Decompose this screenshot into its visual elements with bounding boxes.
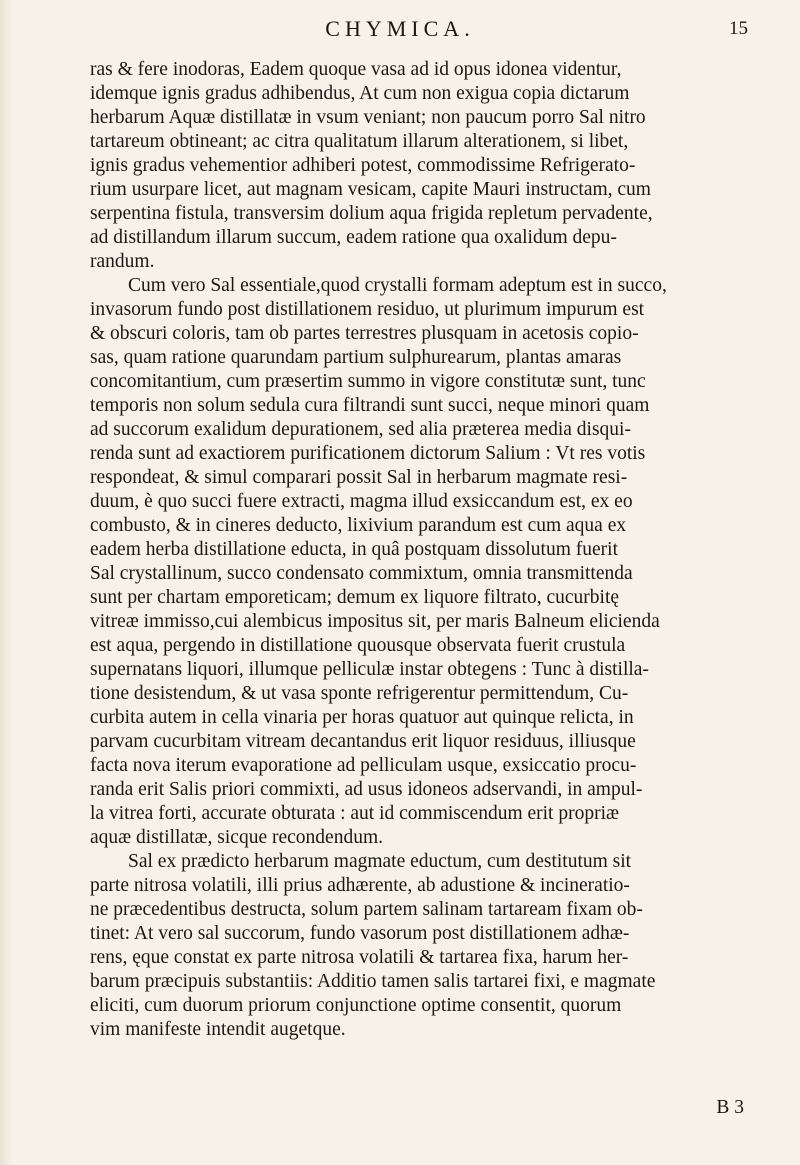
text-line: idemque ignis gradus adhibendus, At cum non exigua copia dictarum [90,83,630,104]
text-line: supernatans liquori, illumque pelliculæ instar obtegens : Tunc à distilla- [90,659,649,680]
text-line: facta nova iterum evaporatione ad pelliculam usque, exsiccatio procu- [90,755,637,776]
text-line: eliciti, cum duorum priorum conjunctione optime consentit, quorum [90,995,622,1016]
text-line: tione desistendum, & ut vasa sponte refrigerentur permittendum, Cu- [90,683,629,704]
text-line: aquæ distillatæ, sicque recondendum. [90,827,383,848]
text-line: parvam cucurbitam vitream decantandus erit liquor residuus, illiusque [90,731,636,752]
text-line: & obscuri coloris, tam ob partes terrestres plusquam in acetosis copio- [90,323,639,344]
text-line: respondeat, & simul comparari possit Sal in herbarum magmate resi- [90,467,628,488]
paragraph-start-line: Sal ex prædicto herbarum magmate eductum, cum destitutum sit [128,851,632,872]
text-line: curbita autem in cella vinaria per horas quatuor aut quinque relicta, in [90,707,634,728]
text-line: vim manifeste intendit augetque. [90,1019,346,1040]
text-line: randa erit Salis priori commixti, ad usus idoneos adservandi, in ampul- [90,779,643,800]
text-line: invasorum fundo post distillationem residuo, ut plurimum impurum est [90,299,645,320]
page-number: 15 [729,18,748,39]
text-line: tartareum obtineant; ac citra qualitatum illarum alterationem, si libet, [90,131,629,152]
text-line: serpentina fistula, transversim dolium aqua frigida repletum pervadente, [90,203,653,224]
text-line: temporis non solum sedula cura filtrandi sunt succi, neque minori quam [90,395,650,416]
text-line: randum. [90,251,155,272]
text-line: la vitrea forti, accurate obturata : aut id commiscendum erit propriæ [90,803,620,824]
page-header [0,8,800,48]
text-line: concomitantium, cum præsertim summo in vigore constitutæ sunt, tunc [90,371,646,392]
text-line: vitreæ immisso,cui alembicus impositus sit, per maris Balneum eliciendа [90,611,660,632]
paragraph-start-line: Cum vero Sal essentiale,quod crystalli formam adeptum est in succo, [128,275,667,296]
text-line: herbarum Aquæ distillatæ in vsum veniant; non paucum porro Sal nitro [90,107,646,128]
text-line: renda sunt ad exactiorem purificationem dictorum Salium : Vt res votis [90,443,646,464]
text-line: ad distillandum illarum succum, eadem ratione qua oxalidum depu- [90,227,617,248]
signature-mark: B 3 [716,1097,744,1118]
text-line: tinet: At vero sal succorum, fundo vasorum post distillationem adhæ- [90,923,630,944]
text-line: combusto, & in cineres deducto, lixivium parandum est cum aqua ex [90,515,627,536]
text-line: ras & fere inodoras, Eadem quoque vasa ad id opus idonea videntur, [90,59,622,80]
text-line: rens, ęque constat ex parte nitrosa volatili & tartarea fixa, harum her- [90,947,629,968]
text-line: est aqua, pergendo in distillatione quousque observata fuerit crustula [90,635,626,656]
body-text [90,58,740,1042]
text-line: parte nitrosa volatili, illi prius adhærente, ab adustione & incineratio- [90,875,630,896]
text-line: sunt per chartam emporeticam; demum ex liquore filtrato, cucurbitę [90,587,620,608]
text-line: ne præcedentibus destructa, solum partem salinam tartaream fixam ob- [90,899,643,920]
text-line: ad succorum exalidum depurationem, sed alia præterea media disqui- [90,419,631,440]
text-line: rium usurpare licet, aut magnam vesicam, capite Mauri instructam, cum [90,179,651,200]
text-line: eadem herba distillatione educta, in quâ postquam dissolutum fuerit [90,539,618,560]
text-line: duum, è quo succi fuere extracti, magma illud exsiccandum est, ex eo [90,491,633,512]
text-line: Sal crystallinum, succo condensato commixtum, omnia transmittenda [90,563,633,584]
gutter-shadow [0,0,12,1165]
text-line: barum præcipuis substantiis: Additio tamen salis tartarei fixi, e magmate [90,971,656,992]
running-title: CHYMICA. [325,16,475,41]
text-line: sas, quam ratione quarundam partium sulphurearum, plantas amaras [90,347,622,368]
text-line: ignis gradus vehementior adhiberi potest, commodissime Refrigerato- [90,155,636,176]
